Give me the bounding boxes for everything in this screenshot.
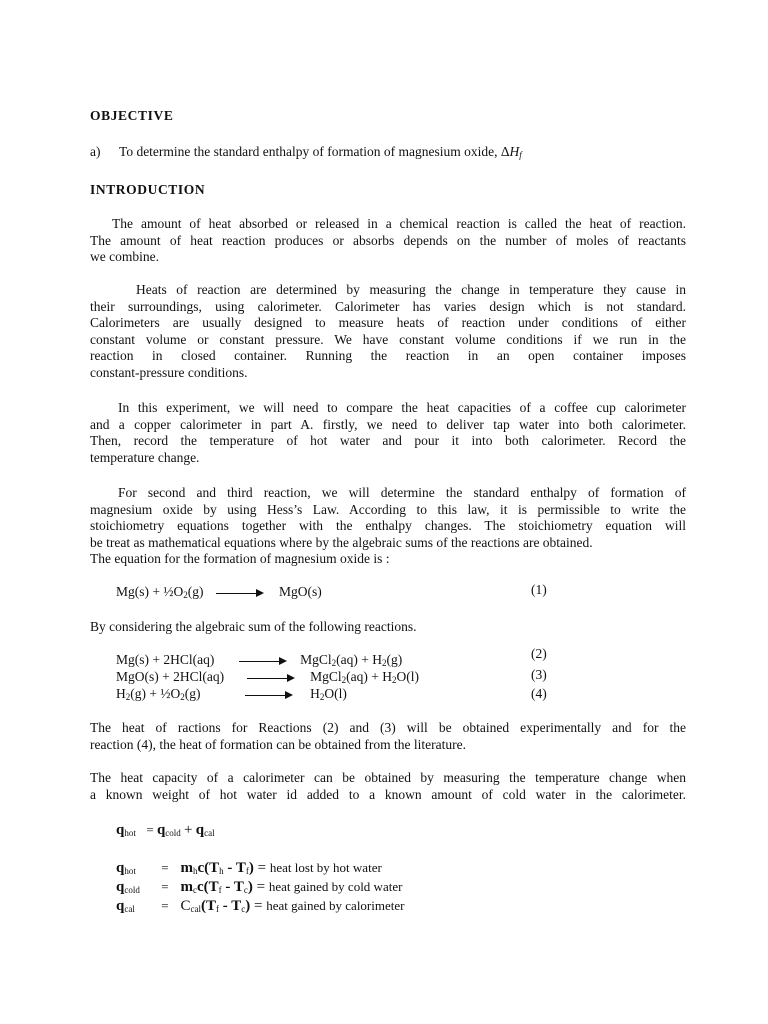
subscript: f [245,866,249,876]
subscript: c [243,885,248,895]
formula-description: heat gained by cold water [268,879,403,894]
formula-symbol: q [116,879,125,895]
formula-cold [116,879,402,899]
formula-description: heat lost by hot water [269,860,382,875]
subscript: c [241,904,246,914]
equation-1-reactants-tail: (g) [187,584,204,599]
equation-4 [116,686,347,706]
formula-plus: + [184,822,193,838]
equation-3-product-tail: O(l) [396,669,419,684]
equation-3-number: (3) [531,667,547,682]
reaction-arrow-icon [247,673,295,683]
formula-symbol: q [116,822,125,838]
formula-equals: = [161,898,169,913]
formula-cal [116,898,404,918]
subscript: 2 [180,692,185,702]
formula-main [116,822,215,842]
subscript: 2 [125,692,131,702]
paragraph-line: constant volume or constant pressure. We have constant volume conditions if we run in the [90,331,686,347]
intro-paragraph-2 [90,282,686,381]
intro-paragraph-3 [90,400,686,466]
formula-symbol: (T [201,898,217,914]
paragraph-line: we combine. [90,249,159,264]
formula-equals: = [250,898,267,914]
subscript: 2 [341,675,347,685]
objective-item-text: To determine the standard enthalpy of formation of magnesium oxide, [119,144,501,159]
paragraph-line: For second and third reaction, we will determine the standard enthalpy of formation of [118,485,686,500]
formula-symbol: - T [221,879,244,895]
paragraph-line: The amount of heat absorbed or released in a chemical reaction is called the heat of reaction. [112,216,686,231]
formula-symbol: ) [247,879,253,895]
subscript: cold [165,828,181,838]
objective-symbol-delta: Δ [500,144,510,159]
paragraph-line: be treat as mathematical equations where by the algebraic sums of the reactions are obtained. [90,534,593,550]
formula-symbol: C [180,898,191,914]
intro-paragraph-4 [90,485,686,568]
subscript: cold [124,885,140,895]
subscript: 2 [183,590,188,600]
objective-symbol-sub: f [519,150,522,160]
formula-symbol: q [116,898,125,914]
equation-4-reactants-mid: (g) + ½O [130,686,181,701]
formula-symbol: c(T [197,860,220,876]
equation-2-product-mid: (aq) + H [336,652,382,667]
subscript: 2 [392,675,397,685]
paragraph-line: a known weight of hot water id added to a known amount of cold water in the calorimeter. [90,786,686,802]
equation-2-product: MgCl [300,652,332,667]
paragraph-line: The amount of heat reaction produces or absorbs depends on the number of moles of reactants [90,232,686,248]
subscript: h [219,866,224,876]
formula-description: heat gained by calorimeter [266,898,405,913]
formula-symbol: ) [245,898,251,914]
equation-4-product: H [310,686,320,701]
reaction-arrow-icon [239,656,287,666]
objective-item [90,144,522,164]
intro-paragraph-1 [90,216,686,266]
paragraph-line: constant-pressure conditions. [90,364,248,380]
formula-symbol: - T [223,860,246,876]
formula-symbol: q [195,822,205,838]
paragraph-line: Calorimeters are usually designed to measure heats of reaction under conditions of either [90,315,686,330]
equation-4-product-tail: O(l) [324,686,347,701]
equation-1-reactants: Mg(s) + ½O [116,584,184,599]
equation-4-number: (4) [531,686,547,701]
paragraph-line: The heat capacity of a calorimeter can be obtained by measuring the temperature change when [90,770,686,785]
formula-hot [116,860,382,880]
subscript: 2 [319,692,325,702]
equation-2-reactants: Mg(s) + 2HCl(aq) [116,652,215,667]
paragraph-line: Heats of reaction are determined by measuring the change in temperature they cause in [136,282,686,297]
reaction-arrow-icon [245,690,293,700]
paragraph-line: reaction (4), the heat of formation can be obtained from the literature. [90,736,466,752]
formula-symbol: q [156,822,166,838]
equation-2-number: (2) [531,646,547,661]
equation-3-reactants: MgO(s) + 2HCl(aq) [116,669,225,684]
subscript: cal [190,904,202,914]
paragraph-line: The equation for the formation of magnesium oxide is : [90,551,390,566]
objective-item-marker: a) [90,144,101,159]
equation-4-reactants: H [116,686,126,701]
reaction-arrow-icon [216,588,264,598]
heat-capacity-paragraph [90,770,686,803]
subscript: hot [124,866,136,876]
equation-3-product: MgCl [310,669,342,684]
formula-equals: = [252,879,269,895]
equation-1-number: (1) [531,582,547,597]
subscript: 2 [331,658,337,668]
paragraph-line: and a copper calorimeter in part A. firstly, we need to deliver tap water into both calorimeter. [90,416,686,432]
paragraph-line: stoichiometry equations together with the enthalpy changes. The stoichiometry equation will [90,518,686,533]
formula-equals: = [253,860,270,876]
formula-symbol: ) [248,860,254,876]
objective-symbol-h: H [509,144,520,159]
paragraph-line: reaction in closed container. Running the reaction in an open container imposes [90,348,686,363]
paragraph-line: their surroundings, using calorimeter. Calorimeter has varies design which is not standard. [90,298,686,314]
subscript: f [218,885,222,895]
introduction-heading: INTRODUCTION [90,182,206,197]
equation-1 [116,584,322,604]
subscript: f [216,904,220,914]
paragraph-line: The heat of ractions for Reactions (2) and (3) will be obtained experimentally and for the [90,720,686,735]
formula-equals: = [146,822,154,837]
formula-equals: = [161,860,169,875]
subscript: cal [204,828,215,838]
equation-2-product-tail: (g) [386,652,403,667]
paragraph-line: temperature change. [90,449,200,465]
equation-3-product-mid: (aq) + H [346,669,392,684]
formula-equals: = [161,879,169,894]
formula-symbol: m [180,860,193,876]
objective-heading: OBJECTIVE [90,108,174,123]
paragraph-line: In this experiment, we will need to compare the heat capacities of a coffee cup calorimeter [118,400,686,415]
equation-4-reactants-tail: (g) [184,686,201,701]
formula-symbol: q [116,860,125,876]
paragraph-line: Then, record the temperature of hot water and pour it into both calorimeter. Record the [90,433,686,448]
subscript: 2 [382,658,387,668]
equation-1-product: MgO(s) [279,584,322,599]
formula-symbol: - T [219,898,242,914]
subscript: h [193,866,198,876]
paragraph-line: magnesium oxide by using Hess’s Law. According to this law, it is permissible to write the [90,501,686,517]
subscript: c [193,885,197,895]
results-paragraph [90,720,686,753]
algebraic-intro: By considering the algebraic sum of the following reactions. [90,619,417,634]
subscript: hot [124,828,136,838]
subscript: cal [124,904,135,914]
formula-symbol: c(T [197,879,219,895]
formula-symbol: m [180,879,193,895]
